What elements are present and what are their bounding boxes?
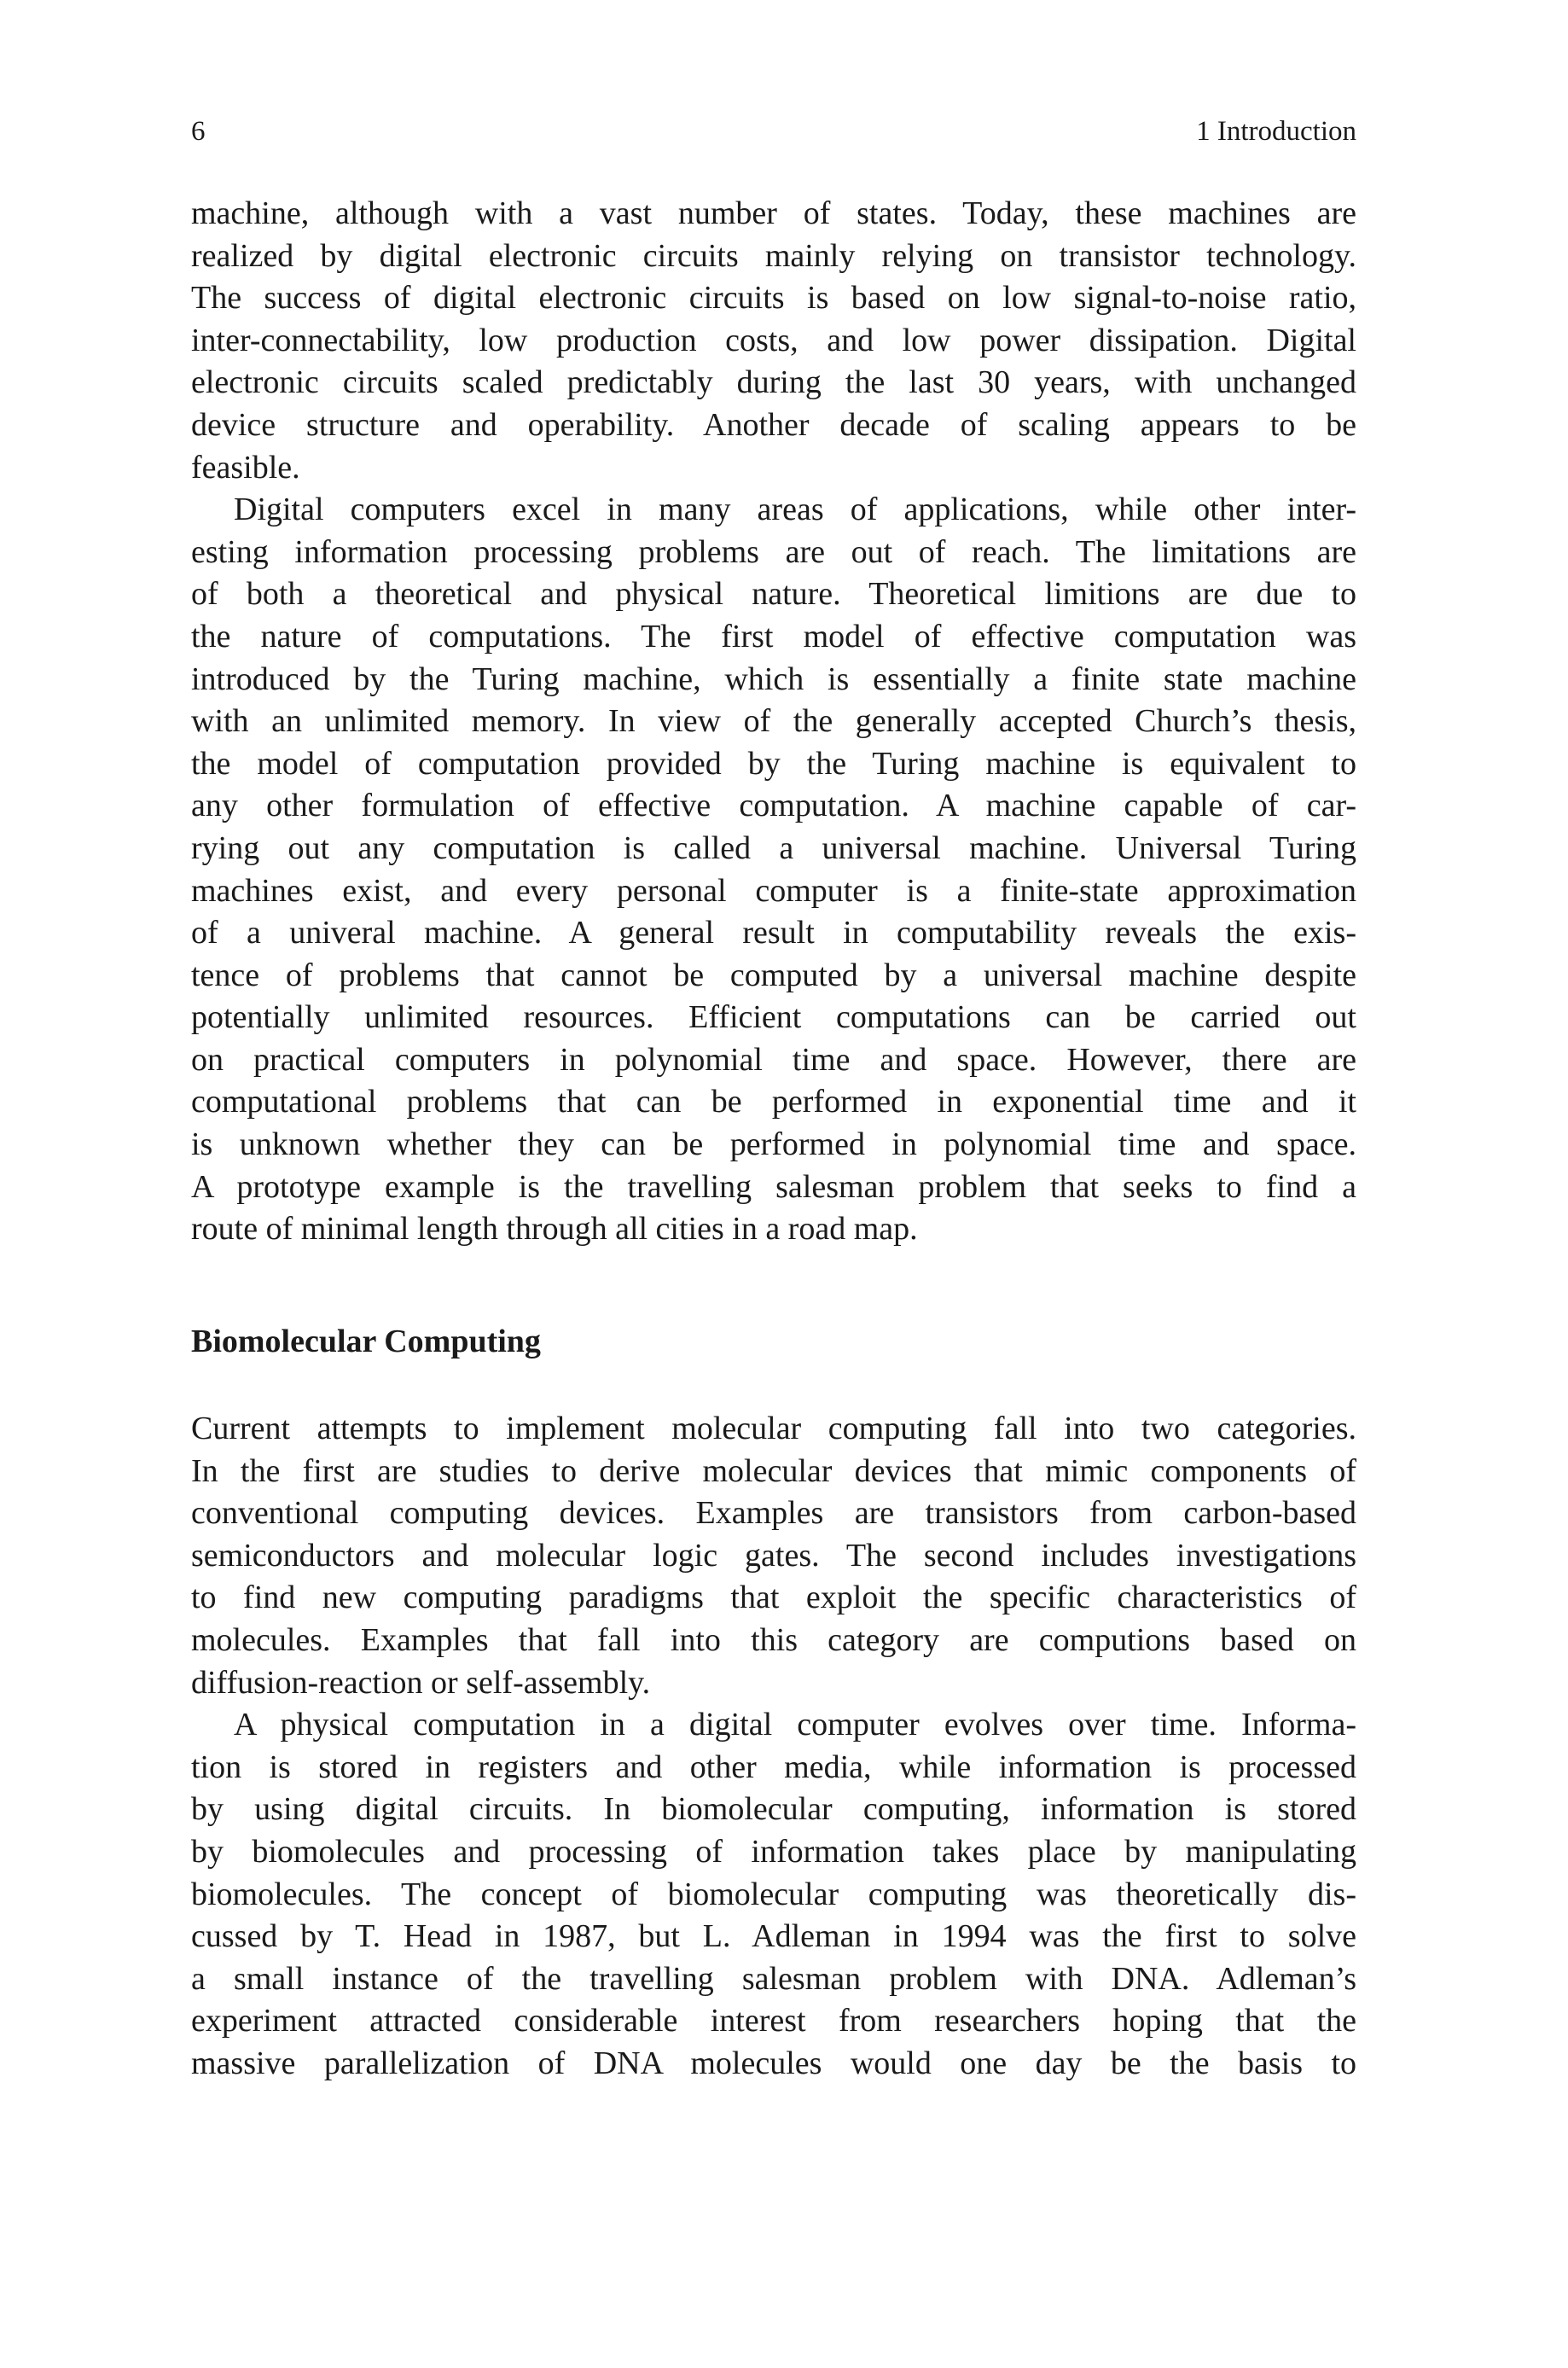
body-text-top <box>191 193 1356 1251</box>
text-line: A prototype example is the travelling salesman problem that seeks to find a <box>191 1168 1356 1205</box>
text-line: Current attempts to implement molecular computing fall into two categories. <box>191 1411 1356 1446</box>
text-line: electronic circuits scaled predictably during the last 30 years, with unchanged <box>191 364 1356 401</box>
text-line: The success of digital electronic circuits is based on low signal-to-noise ratio, <box>191 280 1356 317</box>
text-line: tence of problems that cannot be computed by a universal machine despite <box>191 957 1356 993</box>
text-line: of a univeral machine. A general result in computability reveals the exis- <box>191 915 1356 951</box>
text-line: the nature of computations. The first model of effective computation was <box>191 618 1356 655</box>
paragraph <box>191 1408 1356 1704</box>
text-line: feasible. <box>191 449 300 486</box>
text-line: tion is stored in registers and other media, while information is processed <box>191 1748 1356 1785</box>
section-heading: Biomolecular Computing <box>191 1324 541 1359</box>
page-number: 6 <box>191 116 206 147</box>
text-line: machines exist, and every personal computer is a finite-state approximation <box>191 872 1356 909</box>
text-line: machine, although with a vast number of states. Today, these machines are <box>191 195 1356 231</box>
text-line: a small instance of the travelling salesman problem with DNA. Adleman’s <box>191 1960 1356 1997</box>
text-line: inter-connectability, low production costs, and low power dissipation. Digital <box>191 322 1356 358</box>
running-head: 1 Introduction <box>1196 116 1356 147</box>
text-line: Digital computers excel in many areas of applications, while other inter- <box>234 492 1356 528</box>
text-line: on practical computers in polynomial time and space. However, there are <box>191 1041 1356 1078</box>
text-line: A physical computation in a digital computer evolves over time. Informa- <box>234 1707 1356 1743</box>
text-line: molecules. Examples that fall into this category are computions based on <box>191 1621 1356 1658</box>
text-line: experiment attracted considerable interest from researchers hoping that the <box>191 2003 1356 2039</box>
body-text-section <box>191 1408 1356 2086</box>
text-line: semiconductors and molecular logic gates. The second includes investigations <box>191 1537 1356 1574</box>
text-line: with an unlimited memory. In view of the generally accepted Church’s thesis, <box>191 703 1356 740</box>
text-line: rying out any computation is called a universal machine. Universal Turing <box>191 829 1356 866</box>
text-line: introduced by the Turing machine, which is essentially a finite state machine <box>191 660 1356 697</box>
text-line: cussed by T. Head in 1987, but L. Adleman in 1994 was the first to solve <box>191 1918 1356 1955</box>
paragraph <box>191 489 1356 1251</box>
text-line: biomolecules. The concept of biomolecular computing was theoretically dis- <box>191 1876 1356 1912</box>
text-line: In the first are studies to derive molecular devices that mimic components of <box>191 1452 1356 1489</box>
text-line: esting information processing problems are out of reach. The limitations are <box>191 533 1356 570</box>
paragraph <box>191 193 1356 489</box>
text-line: is unknown whether they can be performed in polynomial time and space. <box>191 1126 1356 1163</box>
text-line: by biomolecules and processing of information takes place by manipulating <box>191 1833 1356 1870</box>
text-line: route of minimal length through all cities in a road map. <box>191 1211 918 1248</box>
text-line: realized by digital electronic circuits mainly relying on transistor technology. <box>191 237 1356 274</box>
text-line: the model of computation provided by the Turing machine is equivalent to <box>191 745 1356 782</box>
text-line: any other formulation of effective computation. A machine capable of car- <box>191 788 1356 824</box>
text-line: massive parallelization of DNA molecules would one day be the basis to <box>191 2045 1356 2081</box>
paragraph <box>191 1704 1356 2085</box>
text-line: diffusion-reaction or self-assembly. <box>191 1664 651 1701</box>
text-line: to find new computing paradigms that exploit the specific characteristics of <box>191 1580 1356 1616</box>
text-line: potentially unlimited resources. Efficient computations can be carried out <box>191 999 1356 1036</box>
text-line: computational problems that can be performed in exponential time and it <box>191 1084 1356 1120</box>
text-line: of both a theoretical and physical nature. Theoretical limitions are due to <box>191 576 1356 613</box>
text-line: conventional computing devices. Examples are transistors from carbon-based <box>191 1495 1356 1532</box>
text-line: device structure and operability. Another decade of scaling appears to be <box>191 406 1356 443</box>
text-line: by using digital circuits. In biomolecular computing, information is stored <box>191 1791 1356 1828</box>
